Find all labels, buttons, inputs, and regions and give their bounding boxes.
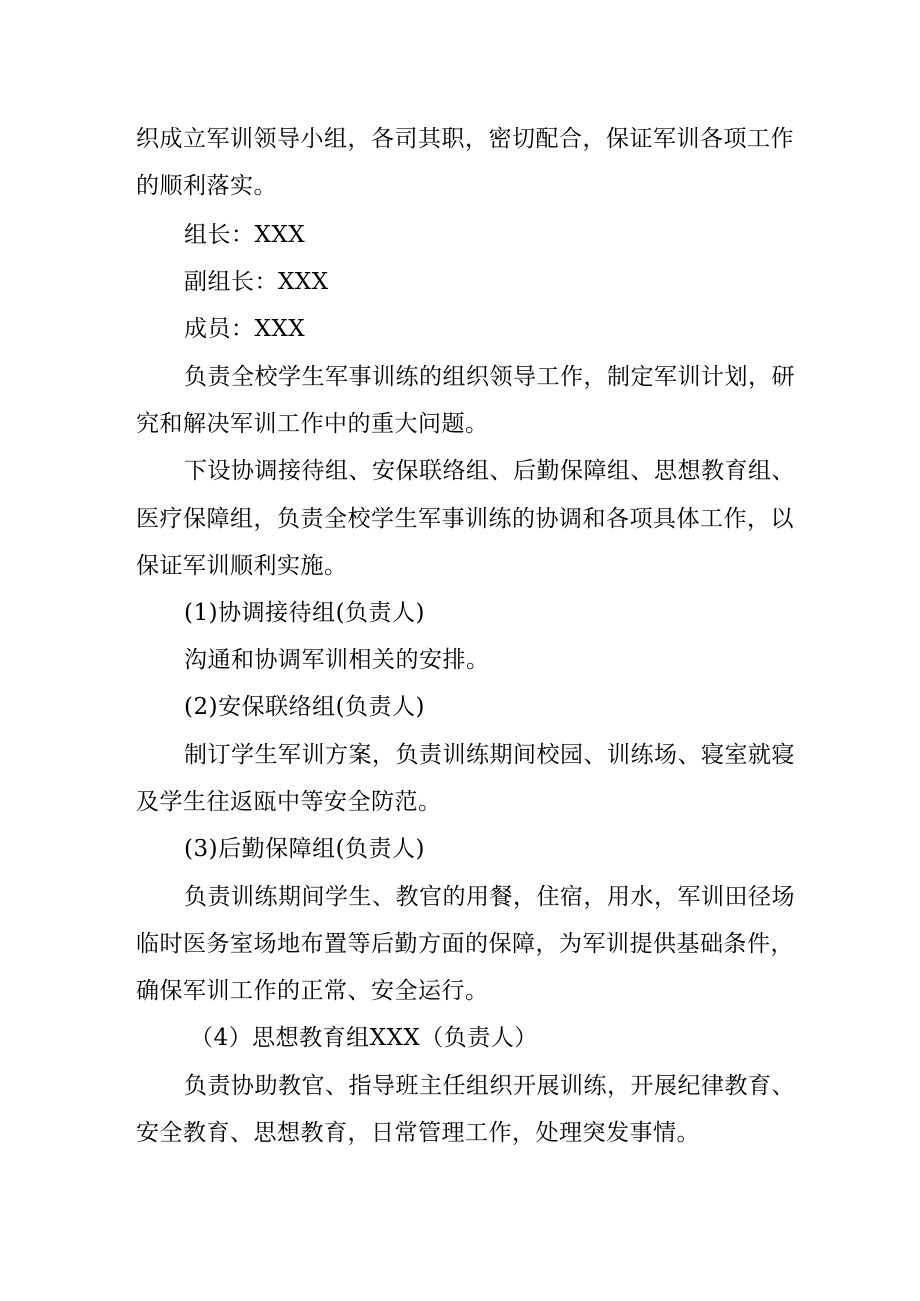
paragraph-line: 确保军训工作的正常、安全运行。 — [136, 978, 489, 1004]
paragraph-line: 负责全校学生军事训练的组织领导工作，制定军训计划，研 — [184, 364, 795, 390]
members-line: 成员：XXX — [184, 316, 306, 342]
section-heading-4: （4）思想教育组XXX（负责人） — [190, 1025, 538, 1051]
paragraph-line: 下设协调接待组、安保联络组、后勤保障组、思想教育组、 — [184, 458, 795, 484]
section-heading-3: (3)后勤保障组(负责人) — [184, 836, 426, 862]
paragraph-line: 保证军训顺利实施。 — [136, 553, 348, 579]
paragraph-line: 的顺利落实。 — [136, 173, 277, 199]
paragraph-line: 制订学生军训方案，负责训练期间校园、训练场、寝室就寝 — [184, 742, 795, 768]
paragraph-line: 究和解决军训工作中的重大问题。 — [136, 411, 489, 437]
paragraph-line: 及学生往返瓯中等安全防范。 — [136, 789, 442, 815]
deputy-leader-line: 副组长：XXX — [184, 269, 329, 295]
paragraph-line: 安全教育、思想教育，日常管理工作，处理突发事情。 — [136, 1120, 700, 1146]
section-heading-1: (1)协调接待组(负责人) — [184, 600, 426, 626]
section-heading-2: (2)安保联络组(负责人) — [184, 694, 426, 720]
paragraph-line: 医疗保障组，负责全校学生军事训练的协调和各项具体工作，以 — [136, 506, 794, 532]
paragraph-line: 负责训练期间学生、教官的用餐，住宿，用水，军训田径场 — [184, 884, 795, 910]
paragraph-line: 织成立军训领导小组，各司其职，密切配合，保证军训各项工作 — [136, 126, 794, 152]
paragraph-line: 负责协助教官、指导班主任组织开展训练，开展纪律教育、 — [184, 1073, 795, 1099]
leader-line: 组长：XXX — [184, 222, 306, 248]
paragraph-line: 沟通和协调军训相关的安排。 — [184, 647, 490, 673]
paragraph-line: 临时医务室场地布置等后勤方面的保障，为军训提供基础条件， — [136, 931, 794, 957]
